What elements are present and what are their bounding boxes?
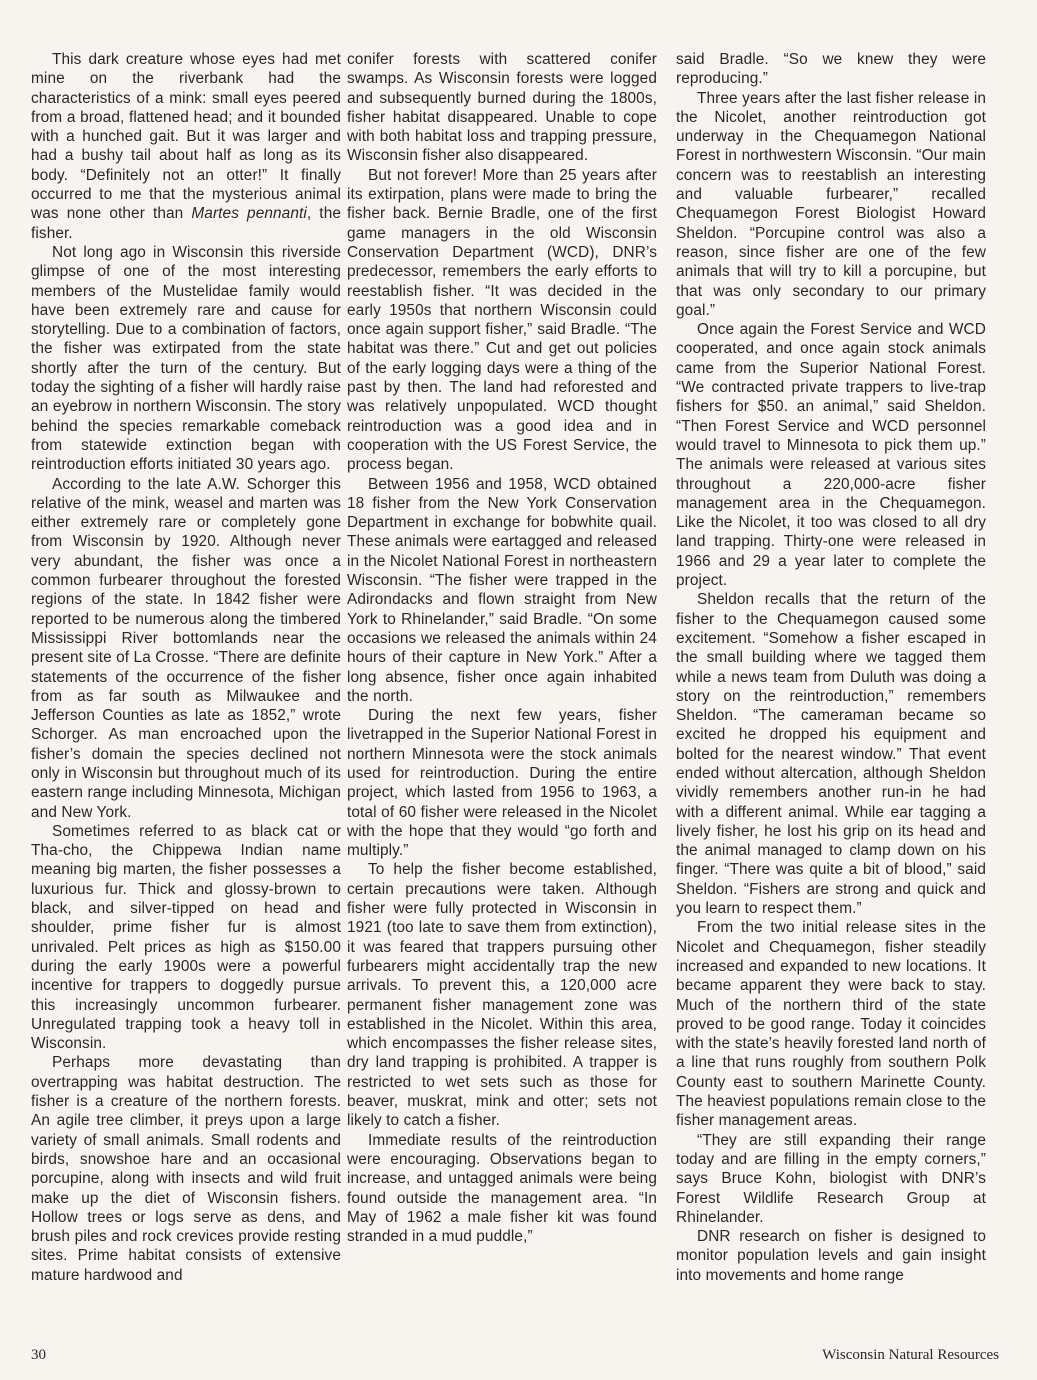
paragraph: But not forever! More than 25 years after its extirpation, plans were made to bring the fisher back. Bernie Bradle, one of the first game managers in the old Wisconsin Conservation Department (WCD), DNR’s predecessor, remembers the early efforts to reestablish fisher. “It was decided in the early 1950s that northern Wisconsin could once again support fisher,” said Bradle. “The habitat was there.” Cut and get out policies of the early logging days were a thing of the past by then. The land had reforested and was relatively unpopulated. WCD thought reintroduction was a good idea and in cooperation with the US Forest Service, the process began. bbox=[347, 166, 657, 474]
paragraph: Not long ago in Wisconsin this riverside glimpse of one of the most interesting members of the Mustelidae family would have been extremely rare and cause for storytelling. Due to a combination of factors, the fisher was extirpated from the state shortly after the turn of the century. But today the sighting of a fisher will hardly raise an eyebrow in northern Wisconsin. The story behind the species remarkable comeback from statewide extinction began with reintroduction efforts initiated 30 years ago. bbox=[31, 243, 341, 474]
publication-name: Wisconsin Natural Resources bbox=[822, 1347, 999, 1363]
paragraph: conifer forests with scattered conifer swamps. As Wisconsin forests were logged and subsequently burned during the 1800s, fisher habitat disappeared. Unable to cope with both habitat loss and trapping pressure, Wisconsin fisher also disappeared. bbox=[347, 51, 657, 165]
paragraph-text: , the fisher. bbox=[31, 205, 342, 242]
article-column-3 bbox=[676, 50, 986, 1285]
paragraph: Once again the Forest Service and WCD cooperated, and once again stock animals came from the Superior National Forest. “We contracted private trappers to live-trap fishers for $50. an animal,” said Sheldon. “Then Forest Service and WCD personnel would travel to Minnesota to pick them up.” The animals were released at various sites throughout a 220,000-acre fisher management area in the Chequamegon. Like the Nicolet, it too was closed to all dry land trapping. Thirty-one were released in 1966 and 29 a year later to complete the project. bbox=[676, 321, 986, 590]
paragraph bbox=[31, 50, 341, 243]
article-column-2 bbox=[347, 50, 657, 1246]
paragraph: Perhaps more devastating than overtrapping was habitat destruction. The fisher is a creature of the northern forests. An agile tree climber, it preys upon a large variety of small animals. Small rodents and birds, snowshoe hare and an occasional porcupine, along with insects and wild fruit make up the diet of Wisconsin fishers. Hollow trees or logs serve as dens, and brush piles and rock crevices provide resting sites. Prime habitat consists of extensive mature hardwood and bbox=[31, 1054, 341, 1284]
species-name: Martes pennanti bbox=[191, 205, 307, 223]
page-number: 30 bbox=[31, 1347, 46, 1363]
article-column-1 bbox=[31, 50, 341, 1285]
paragraph: said Bradle. “So we knew they were reproducing.” bbox=[676, 51, 986, 88]
paragraph: Immediate results of the reintroduction were encouraging. Observations began to increase, and untagged animals were being found outside the management area. “In May of 1962 a male fisher kit was found stranded in a mud puddle,” bbox=[347, 1131, 657, 1246]
paragraph: Three years after the last fisher release in the Nicolet, another reintroduction got underway in the Chequamegon National Forest in northwestern Wisconsin. “Our main concern was to reestablish an interesting and valuable furbearer,” recalled Chequamegon Forest Biologist Howard Sheldon. “Porcupine control was also a reason, since fisher are one of the few animals that will try to kill a porcupine, but that was only secondary to our primary goal.” bbox=[676, 89, 986, 319]
paragraph: Sheldon recalls that the return of the fisher to the Chequamegon caused some excitement. “Somehow a fisher escaped in the small building where we tagged them while a news team from Duluth was doing a story on the reintroduction,” remembers Sheldon. “The cameraman became so excited he dropped his equipment and bolted for the nearest window.” That event ended without altercation, although Sheldon vividly remembers another run-in he had with a different animal. While ear tagging a lively fisher, he lost his grip on its head and the animal managed to clamp down on his finger. “There was quite a bit of blood,” said Sheldon. “Fishers are strong and quick and you learn to respect them.” bbox=[676, 591, 986, 918]
paragraph-text: This dark creature whose eyes had met mine on the riverbank had the characteristics of a mink: small eyes peered from a broad, flattened head; and it bounded with a hunched gait. But it was larger and had a bushy tail about half as long as its body. “Definitely not an otter!” It finally occurred to me that the mysterious animal was none other than bbox=[31, 51, 341, 223]
paragraph: Sometimes referred to as black cat or Tha-cho, the Chippewa Indian name meaning big marten, the fisher possesses a luxurious fur. Thick and glossy-brown to black, and silver-tipped on head and shoulder, prime fisher fur is almost unrivaled. Pelt prices as high as $150.00 during the early 1900s were a powerful incentive for trappers to doggedly pursue this increasingly uncommon furbearer. Unregulated trapping took a heavy toll in Wisconsin. bbox=[31, 822, 341, 1053]
paragraph: To help the fisher become established, certain precautions were taken. Although fisher were fully protected in Wisconsin in 1921 (too late to save them from extinction), it was feared that trappers pursuing other furbearers might accidentally trap the new arrivals. To prevent this, a 120,000 acre permanent fisher management zone was established in the Nicolet. Within this area, which encompasses the fisher release sites, dry land trapping is prohibited. A trapper is restricted to wet sets such as those for beaver, muskrat, mink and otter; sets not likely to catch a fisher. bbox=[347, 861, 657, 1130]
paragraph: From the two initial release sites in the Nicolet and Chequamegon, fisher steadily increased and expanded to new locations. It became apparent they were back to stay. Much of the northern third of the state proved to be good range. Today it coincides with the state’s heavily forested land north of a line that runs roughly from southern Polk County east to southern Marinette County. The heaviest populations remain close to the fisher management areas. bbox=[676, 919, 986, 1130]
paragraph: According to the late A.W. Schorger this relative of the mink, weasel and marten was either extremely rare or completely gone from Wisconsin by 1920. Although never very abundant, the fisher was once a common furbearer throughout the forested regions of the state. In 1842 fisher were reported to be numerous along the timbered Mississippi River bottomlands near the present site of La Crosse. “There are definite statements of the occurrence of the fisher from as far south as Milwaukee and Jefferson Counties as late as 1852,” wrote Schorger. As man encroached upon the fisher’s domain the species declined not only in Wisconsin but throughout much of its eastern range including Minnesota, Michigan and New York. bbox=[31, 475, 342, 821]
paragraph: “They are still expanding their range today and are filling in the empty corners,” says Bruce Kohn, biologist with DNR’s Forest Wildlife Research Group at Rhinelander. bbox=[676, 1131, 986, 1226]
paragraph: During the next few years, fisher livetrapped in the Superior National Forest in northern Minnesota were the stock animals used for reintroduction. During the entire project, which lasted from 1956 to 1963, a total of 60 fisher were released in the Nicolet with the hope that they would “go forth and multiply.” bbox=[347, 707, 657, 860]
paragraph: Between 1956 and 1958, WCD obtained 18 fisher from the New York Conservation Department in exchange for bobwhite quail. These animals were eartagged and released in the Nicolet National Forest in northeastern Wisconsin. “The fisher were trapped in the Adirondacks and flown straight from New York to Rhinelander,” said Bradle. “On some occasions we released the animals within 24 hours of their capture in New York.” After a long absence, fisher once again inhabited the north. bbox=[347, 475, 657, 705]
paragraph: DNR research on fisher is designed to monitor population levels and gain insight into movements and home range bbox=[676, 1228, 986, 1284]
